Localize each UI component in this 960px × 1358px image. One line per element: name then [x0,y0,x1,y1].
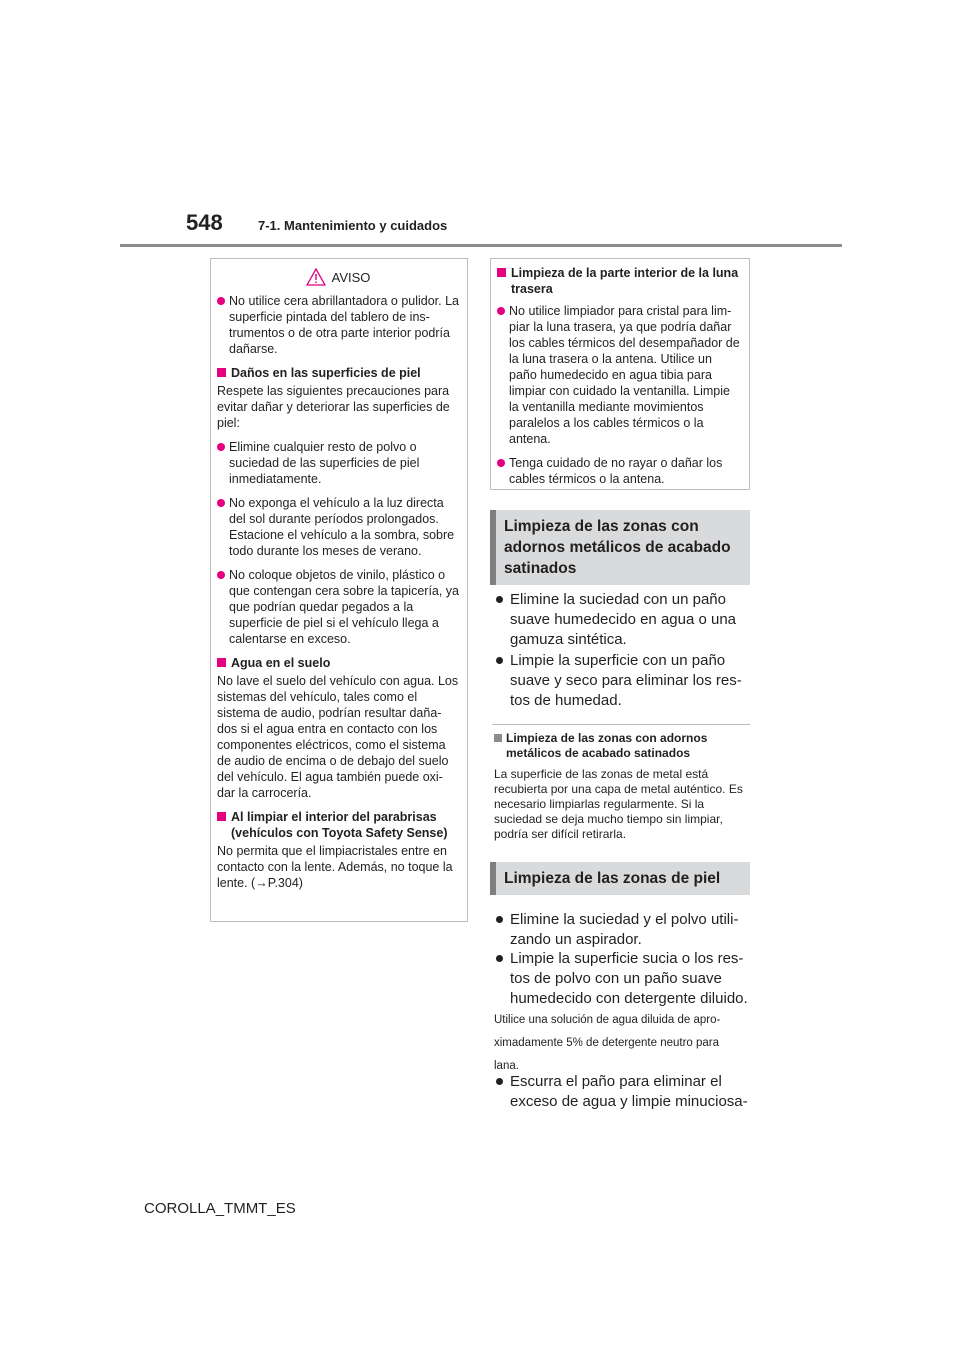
rear-window-heading [497,265,741,297]
leather-section-heading: Limpieza de las zonas de piel [490,862,750,895]
warning-triangle-icon [306,268,326,286]
satin-note-text: La superficie de las zonas de metal está recubierta por una capa de metal auténtico. Es necesario limpiarlas regularmente. Si la suciedad se deja mucho tiempo sin limpiar, podría ser difícil retirarla. [494,767,743,841]
satin-section-heading: Limpieza de las zonas con adornos metálicos de acabado satinados [490,510,750,585]
floor-warning-heading [217,655,459,671]
leather-warning-heading [217,365,459,381]
text: ) [298,876,303,890]
warning-intro-bullet [217,293,459,357]
bullet-text: No coloque objetos de vinilo, plástico o que contengan cera sobre la tapicería, ya que podrían quedar pegados a la superficie de piel si el vehículo llega a calentarse en exceso. [229,568,460,646]
bullet-dot-icon [217,571,225,579]
bullet-text: Tenga cuidado de no rayar o dañar los cables térmicos o la antena. [509,456,723,486]
bullet-text: No utilice limpiador para cristal para lim-piar la luna trasera, ya que podría dañar los cables térmicos del desempañador de la luna trasera o la antena. Utilice un paño humedecido en agua tibia para limpiar con cuidado la ventanilla. Limpie la ventanilla mediante movimientos paralelos a los cables térmicos o la antena. [509,304,740,446]
bullet-dot-icon [496,955,503,962]
leather-warning-intro: Respete las siguientes precauciones para evitar dañar y deteriorar las superficies de piel: [217,384,450,430]
section-title: 7-1. Mantenimiento y cuidados [258,218,448,233]
bullet-dot-icon [497,307,505,315]
warning-title [217,267,459,293]
bullet-text: Elimine cualquier resto de polvo o suciedad de las superficies de piel inmediatamente. [229,440,420,486]
windshield-warning-text [217,843,459,891]
bullet-text: No exponga el vehículo a la luz directa del sol durante períodos prolongados. Estacione el vehículo a la sombra, sobre todo durante los meses de verano. [229,496,455,558]
footer-model-code: COROLLA_TMMT_ES [144,1200,296,1217]
rear-window-box [490,258,750,490]
page-reference-link[interactable]: P.304 [267,876,299,890]
square-bullet-icon [217,812,226,821]
bullet-dot-icon [496,657,503,664]
bullet-text: Limpie la superficie con un paño suave y seco para eliminar los res-tos de humedad. [510,652,742,709]
heading-text: Limpieza de la parte interior de la luna trasera [511,266,739,296]
header-rule [120,244,842,247]
dilution-note-line: ximadamente 5% de detergente neutro para [494,1037,720,1049]
bullet-text: No utilice cera abrillantadora o pulidor. La superficie pintada del tablero de ins-trumentos o de otra parte interior podría dañarse. [229,294,459,356]
dilution-note-line: Utilice una solución de agua diluida de apro- [494,1014,721,1026]
bullet-text: Elimine la suciedad con un paño suave humedecido en agua o una gamuza sintética. [510,591,737,648]
heading-text: Al limpiar el interior del parabrisas (vehículos con Toyota Safety Sense) [231,810,448,840]
warning-box [210,258,468,922]
rear-window-bullet [497,455,741,487]
floor-warning-text: No lave el suelo del vehículo con agua. Los sistemas del vehículo, tales como el sistema de audio, podrían resultar daña-dos si el agua entra en contacto con los componentes eléctricos, como el sistema de audio de encima o de debajo del suelo del vehículo. El agua también puede oxi-dar la carrocería. [217,674,459,800]
leather-bullet [217,567,459,647]
dilution-note-line: lana. [494,1060,519,1072]
bullet-dot-icon [217,499,225,507]
divider [492,724,750,725]
leather-bullet [217,495,459,559]
bullet-text: Limpie la superficie sucia o los res-tos de polvo con un paño suave humedecido con detergente diluido. [510,950,748,1007]
square-bullet-icon [497,268,506,277]
bullet-dot-icon [217,297,225,305]
satin-note-heading [494,731,750,761]
leather-bullet [217,439,459,487]
page-number: 548 [186,210,223,235]
bullet-dot-icon [496,1078,503,1085]
square-bullet-icon [217,658,226,667]
bullet-dot-icon [496,916,503,923]
heading-text: Limpieza de las zonas con adornos metálicos de acabado satinados [506,731,708,760]
windshield-warning-heading [217,809,459,841]
square-bullet-icon [217,368,226,377]
heading-text: Agua en el suelo [231,656,331,670]
bullet-dot-icon [217,443,225,451]
rear-window-bullet [497,303,741,447]
leather-section-bullet [494,910,750,950]
bullet-dot-icon [497,459,505,467]
square-bullet-icon [494,734,502,742]
leather-section-bullet [494,949,750,1009]
text: No permita que el limpiacristales entre en contacto con la lente. Además, no toque la lente. ( [217,844,453,890]
warning-label: AVISO [331,270,371,285]
satin-bullet [494,590,750,650]
bullet-text: Escurra el paño para eliminar el exceso de agua y limpie minuciosa- [510,1073,748,1110]
leather-section-bullet [494,1072,750,1112]
heading-text: Daños en las superficies de piel [231,366,421,380]
bullet-dot-icon [496,596,503,603]
bullet-text: Elimine la suciedad y el polvo utili-zando un aspirador. [510,911,739,948]
arrow-right-icon: → [255,876,268,890]
satin-bullet [494,651,750,711]
